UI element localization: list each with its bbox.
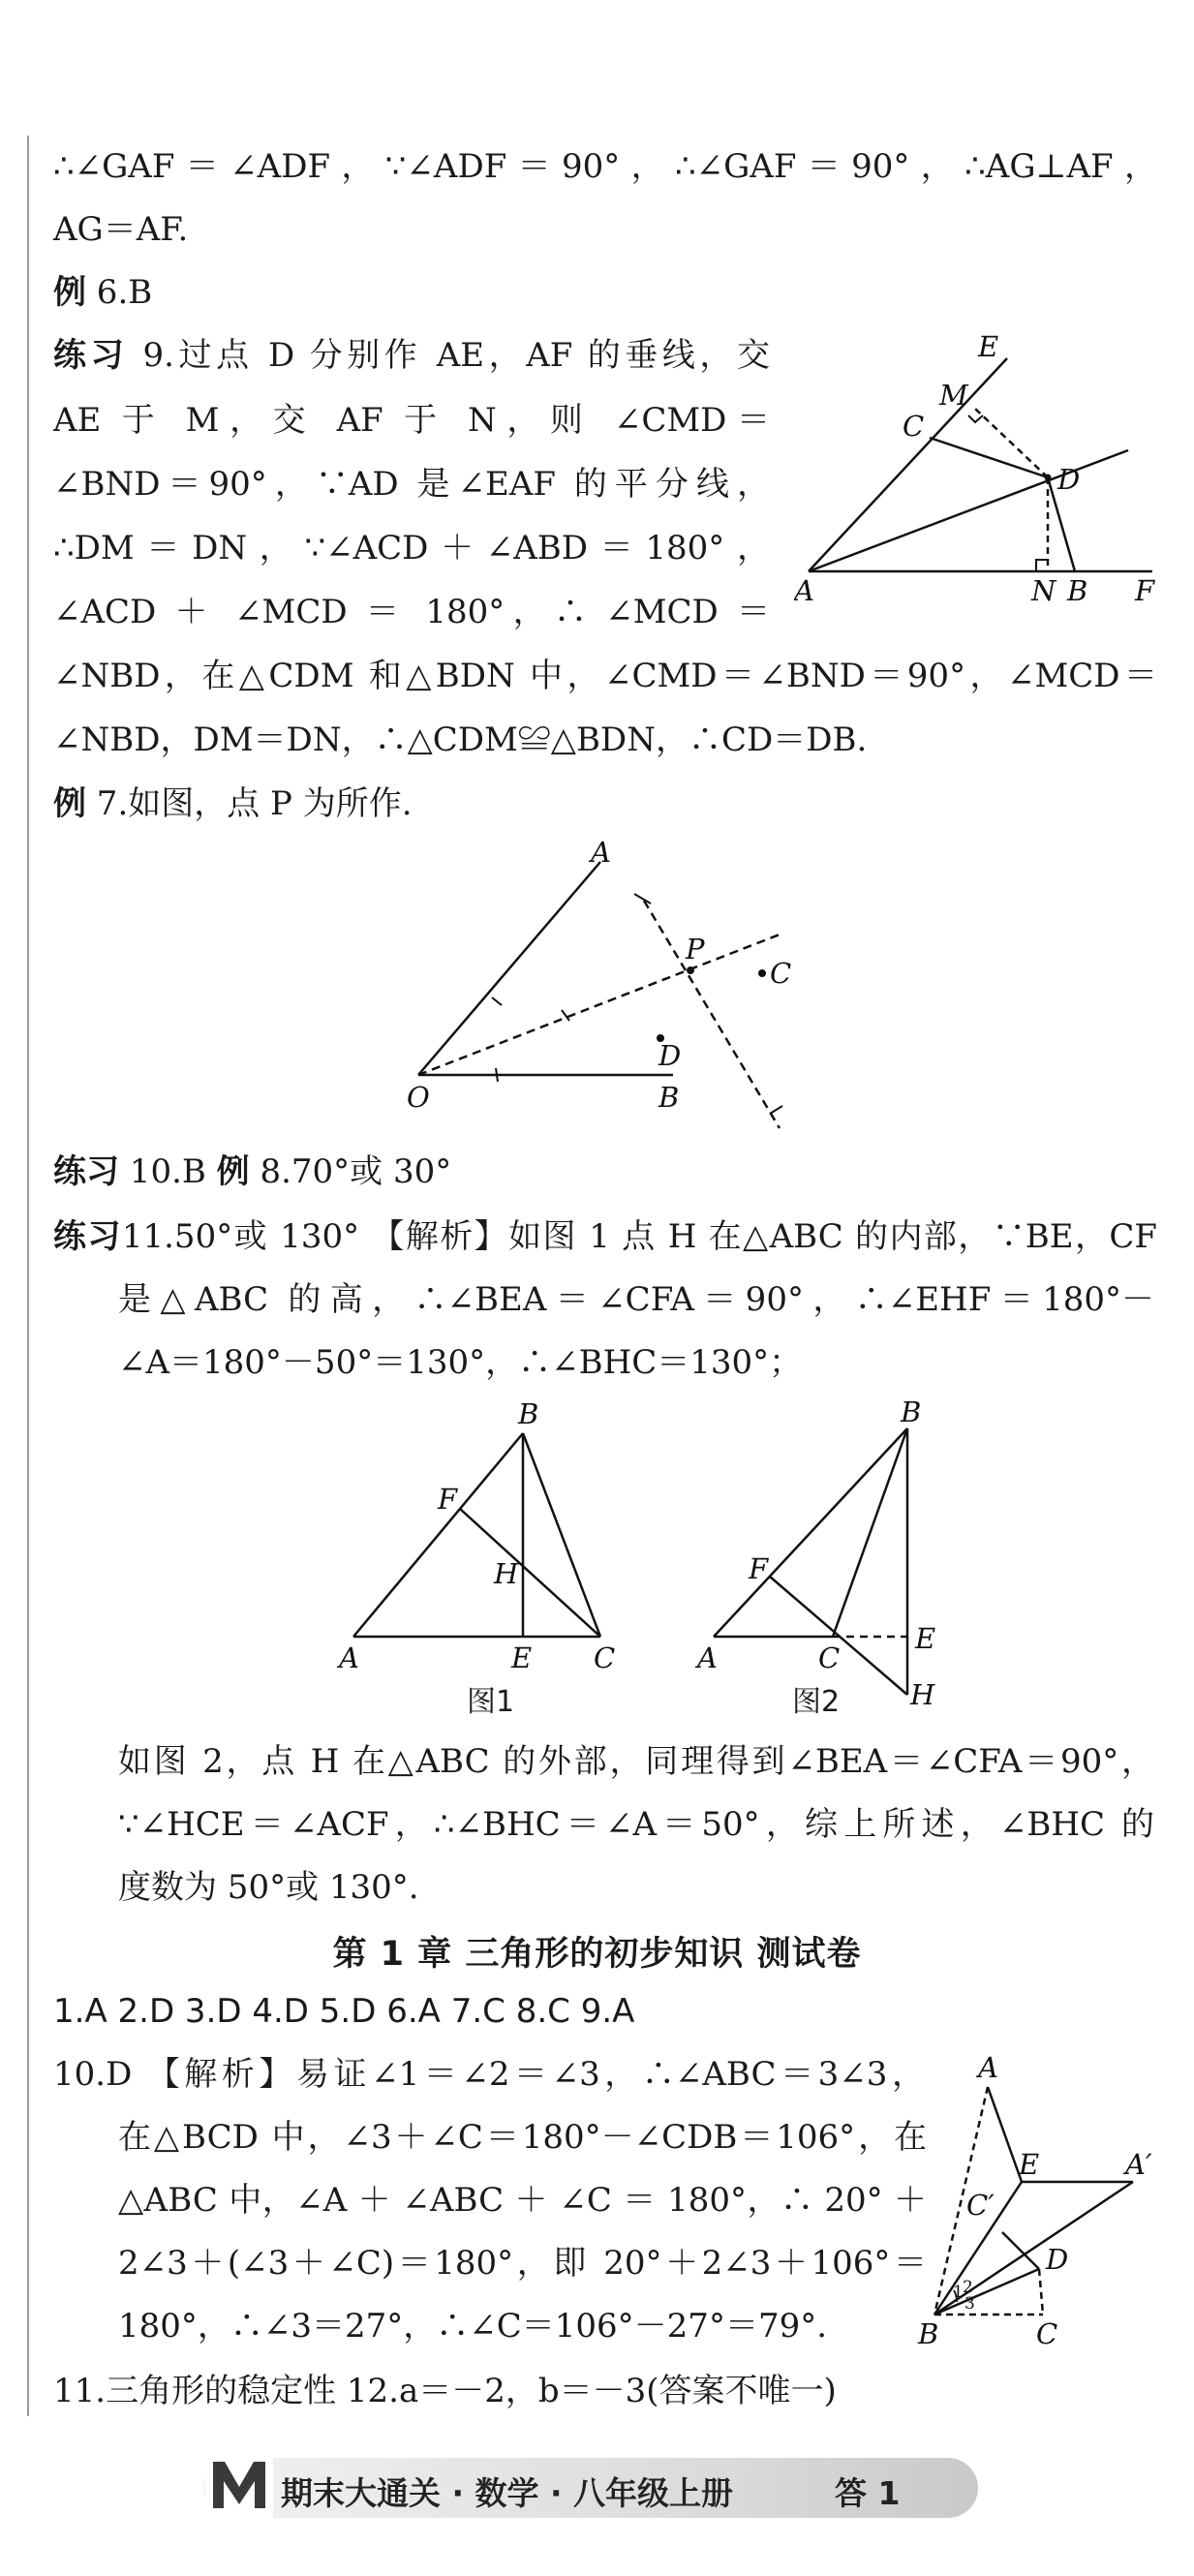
point-label: F [749, 1552, 769, 1585]
answer-text: 9.过点 D 分别作 AE，AF 的垂线，交 [128, 336, 770, 375]
point-label: P [686, 933, 705, 966]
text-line: ∵∠HCE＝∠ACF，∴∠BHC＝∠A＝50°，综上所述，∠BHC 的 [118, 1805, 1154, 1844]
figure-2-outer-orthocenter [692, 1395, 964, 1724]
figure-folded-triangle [901, 2048, 1162, 2358]
example-label: 例 [53, 273, 86, 312]
exercise-label: 练习 [53, 336, 129, 375]
point-label: C [1036, 2317, 1058, 2350]
text-line: 在△BCD 中，∠3＋∠C＝180°－∠CDB＝106°，在 [118, 2118, 927, 2157]
point-label: F [1135, 574, 1155, 607]
answer-text: 6.B [86, 273, 153, 312]
text-line: ∠NBD，在△CDM 和△BDN 中，∠CMD＝∠BND＝90°，∠MCD＝ [53, 657, 1157, 695]
point-label: A [339, 1641, 359, 1674]
text-line: 度数为 50°或 130°. [118, 1868, 419, 1907]
text-line: 10.D 【解析】易证∠1＝∠2＝∠3，∴∠ABC＝3∠3， [53, 2055, 925, 2094]
figure-caption: 图2 [792, 1685, 841, 1719]
text-line: 180°，∴∠3＝27°，∴∠C＝106°－27°＝79°. [118, 2307, 828, 2346]
angle-label: 3 [964, 2294, 975, 2314]
text-line [53, 334, 770, 377]
answer-text: 7.如图，点 P 为所作. [86, 784, 413, 823]
point-label: E [915, 1622, 936, 1655]
brand-logo-icon [205, 2452, 273, 2518]
text-line: ∠ACD ＋ ∠MCD ＝ 180°，∴ ∠MCD ＝ [53, 593, 770, 631]
point-label: F [438, 1483, 458, 1516]
section-title: 第 1 章 三角形的初步知识 测试卷 [332, 1935, 862, 1974]
text-line: 2∠3＋(∠3＋∠C)＝180°，即 20°＋2∠3＋106°＝ [118, 2244, 927, 2283]
text-line: 是△ABC 的高，∴∠BEA＝∠CFA＝90°，∴∠EHF＝180°－ [118, 1280, 1154, 1319]
left-margin-rule [27, 136, 29, 2416]
footer-book-title: 期末大通关 · 数学 · 八年级上册 [281, 2474, 734, 2512]
text-line [53, 782, 413, 825]
point-label: A [697, 1641, 718, 1674]
point-label: A [591, 836, 611, 869]
example-label: 例 [216, 1152, 250, 1191]
point-label: B [518, 1397, 539, 1430]
point-label: B [901, 1395, 922, 1428]
point-label: C [594, 1641, 616, 1674]
point-label: D [658, 1039, 682, 1072]
point-label: A [794, 574, 814, 607]
point-label: C [903, 410, 925, 443]
text-line: ∴DM＝DN，∵∠ACD＋∠ABD＝180°， [53, 529, 770, 567]
text-line: AE 于 M，交 AF 于 N，则 ∠CMD＝ [53, 401, 770, 440]
point-label: H [494, 1557, 519, 1590]
text-line: 如图 2，点 H 在△ABC 的外部，同理得到∠BEA＝∠CFA＝90°， [118, 1742, 1154, 1781]
exercise-label: 练习 [53, 1152, 119, 1191]
answer-text: 11.50°或 130° 【解析】如图 1 点 H 在△ABC 的内部，∵BE，CF [121, 1217, 1157, 1256]
text-line: ∴∠GAF＝∠ADF，∵∠ADF＝90°，∴∠GAF＝90°，∴AG⊥AF， [53, 147, 1157, 186]
point-label: B [1067, 574, 1088, 607]
point-label: M [939, 379, 968, 412]
text-line: ∠NBD，DM＝DN，∴△CDM≌△BDN，∴CD＝DB. [53, 721, 868, 759]
text-line: 11.三角形的稳定性 12.a＝－2，b＝－3(答案不唯一) [53, 2372, 837, 2410]
point-label: N [1031, 574, 1056, 607]
answer-text: 8.70°或 30° [249, 1152, 452, 1191]
answer-text: 10.B [119, 1152, 217, 1191]
figure-1-inner-orthocenter [320, 1395, 629, 1695]
point-label: O [407, 1081, 430, 1114]
point-label: B [918, 2317, 939, 2350]
point-label: E [978, 330, 999, 363]
text-line [53, 271, 152, 314]
point-label: E [511, 1641, 533, 1674]
example-label: 例 [53, 784, 86, 823]
text-line: ∠BND＝90°，∵AD 是∠EAF 的平分线， [53, 465, 770, 504]
text-line: ∠A＝180°－50°＝130°，∴∠BHC＝130°； [118, 1343, 803, 1382]
point-label: C [818, 1641, 841, 1674]
angle-label: 2 [963, 2278, 973, 2297]
text-line: 1.A 2.D 3.D 4.D 5.D 6.A 7.C 8.C 9.A [53, 1992, 635, 2031]
point-label: A [978, 2051, 998, 2084]
text-line: △ABC 中，∠A ＋ ∠ABC ＋ ∠C ＝ 180°，∴ 20° ＋ [118, 2181, 927, 2220]
text-line [53, 1215, 1157, 1258]
text-line [53, 1150, 451, 1193]
footer-page-label: 答 1 [835, 2474, 901, 2512]
point-label: D [1046, 2243, 1069, 2276]
point-label: B [658, 1081, 680, 1114]
point-label: C′ [966, 2189, 995, 2222]
angle-label: 1 [953, 2283, 964, 2302]
figure-caption: 图1 [467, 1685, 515, 1719]
point-label: C [770, 957, 792, 990]
point-label: D [1057, 463, 1081, 496]
exercise-label: 练习 [53, 1217, 122, 1256]
point-label: E [1019, 2148, 1040, 2181]
point-label: A′ [1125, 2148, 1152, 2181]
figure-angle-bisector [794, 329, 1181, 610]
figure-construction [397, 833, 823, 1133]
point-label: H [910, 1678, 935, 1711]
text-line: AG＝AF. [53, 210, 189, 249]
